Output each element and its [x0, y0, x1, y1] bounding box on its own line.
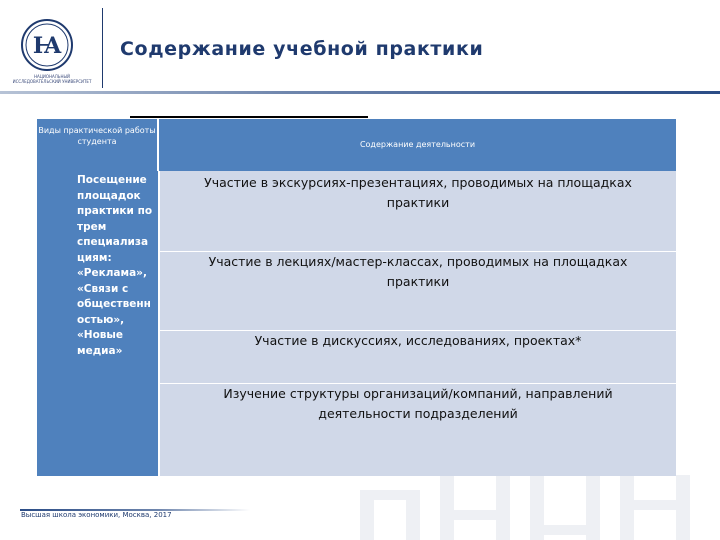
svg-text:Ꙗ: Ꙗ — [32, 33, 62, 59]
header-divider — [102, 8, 103, 88]
left-cell-line: Посещение — [77, 174, 147, 186]
left-cell-line: площадок — [77, 189, 141, 202]
left-cell-line: трем — [77, 220, 107, 233]
table-row: Участие в лекциях/мастер-классах, проводимых на площадках практики — [160, 252, 676, 330]
logo-caption: НАЦИОНАЛЬНЫЙ ИССЛЕДОВАТЕЛЬСКИЙ УНИВЕРСИТЕТ — [12, 74, 92, 84]
left-cell-line: остью», — [77, 313, 125, 326]
left-cell-line: общественн — [77, 298, 151, 310]
table-row: Участие в дискуссиях, исследованиях, проектах* — [160, 331, 676, 383]
column-header-types: Виды практической работы студента — [37, 119, 157, 171]
page-title: Содержание учебной практики — [120, 38, 484, 60]
practice-type-cell — [37, 171, 158, 476]
left-cell-line: медиа» — [77, 344, 123, 357]
header-underline — [0, 91, 720, 94]
left-cell-line: практики по — [77, 205, 153, 217]
hse-watermark-icon — [350, 470, 720, 540]
left-cell-line: «Новые — [77, 329, 124, 341]
table-row: Изучение структуры организаций/компаний, направлений деятельности подразделений — [160, 384, 676, 476]
practice-table — [37, 119, 676, 476]
left-cell-line: «Связи с — [77, 282, 129, 295]
left-cell-line: циям: — [77, 251, 112, 264]
slide-header — [0, 0, 720, 100]
hse-logo-icon — [20, 18, 74, 72]
table-row: Участие в экскурсиях-презентациях, проводимых на площадках практики — [160, 171, 676, 251]
left-cell-line: «Реклама», — [77, 267, 147, 279]
column-header-content: Содержание деятельности — [159, 119, 676, 171]
footer-text: Высшая школа экономики, Москва, 2017 — [21, 511, 172, 519]
decorative-underline — [130, 116, 368, 118]
left-cell-line: специализа — [77, 236, 149, 248]
